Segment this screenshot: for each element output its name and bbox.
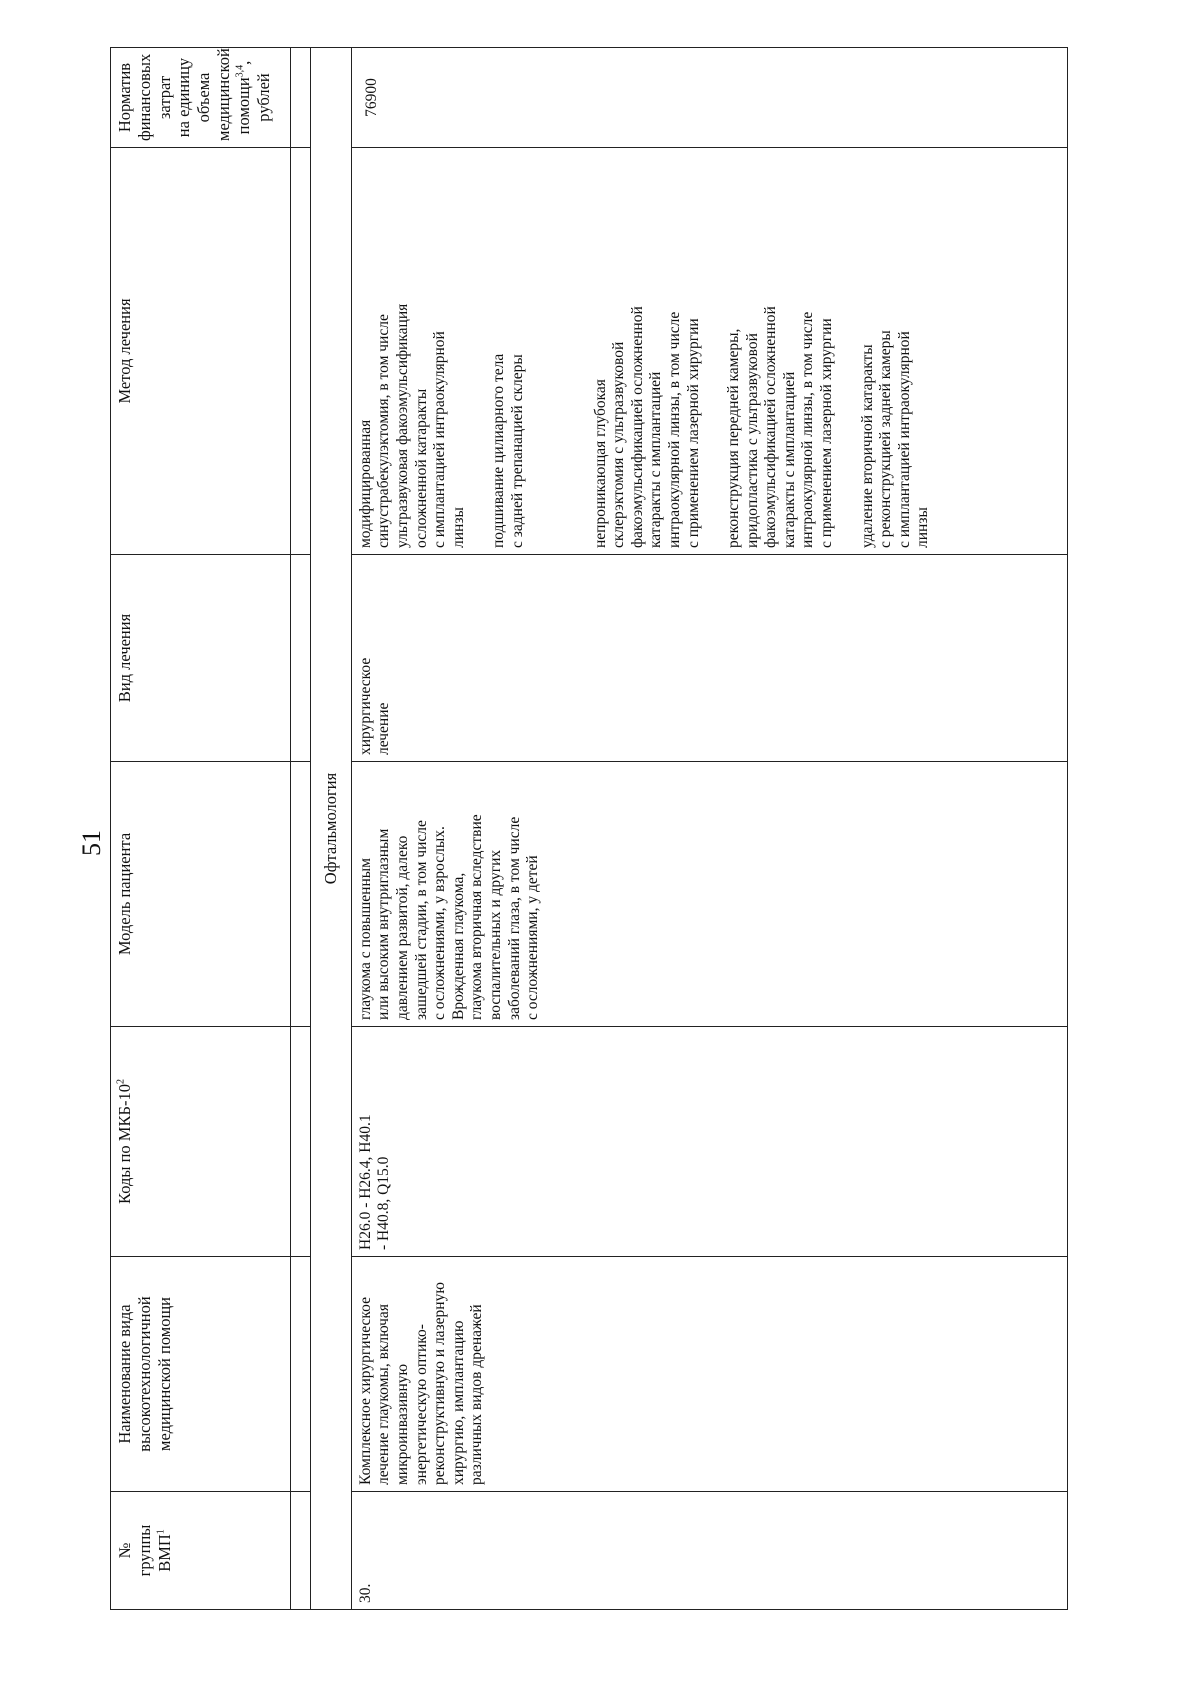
section-row bbox=[311, 48, 352, 1610]
header-treatment-type: Вид лечения bbox=[111, 555, 291, 762]
cell-patient-model: глаукома с повышенным или высоким внутриглазным давлением развитой, далеко зашедшей стадии, в том числе с осложнениями, у взрослых. Врожденная глаукома, глаукома вторичная вследствие воспалительных и других заболеваний глаза, в том числе с осложнениями, у детей bbox=[351, 762, 1067, 1027]
header-norm: Норматив финансовых затрат на единицу объема медицинской помощи$^{3,4}$, рублей bbox=[111, 48, 291, 148]
method-item: модифицированная синустрабекулэктомия, в том числе ультразвуковая факоэмульсификация осложненной катаракты с имплантацией интраокулярной линзы bbox=[356, 303, 467, 548]
method-item: непроникающая глубокая склерэктомия с ультразвуковой факоэмульсификацией осложненной катаракты с имплантацией интраокулярной линзы, в том числе с применением лазерной хирургии bbox=[591, 306, 702, 548]
cell-codes: H26.0 - H26.4, H40.1 - H40.8, Q15.0 bbox=[351, 1027, 1067, 1257]
method-item: удаление вторичной катаракты с реконструкцией задней камеры с имплантацией интраокулярной линзы bbox=[858, 330, 932, 548]
cell-norm bbox=[351, 48, 1067, 148]
table-header-row bbox=[111, 48, 291, 1610]
table-row bbox=[351, 48, 1067, 1610]
header-codes: Коды по МКБ-$10^2$ bbox=[111, 1027, 291, 1257]
method-item: реконструкция передней камеры, иридопластика с ультразвуковой факоэмульсификацией осложненной катаракты с имплантацией интраокулярной линзы, в том числе с применением лазерной хирургии bbox=[725, 306, 836, 548]
header-patient-model: Модель пациента bbox=[111, 762, 291, 1027]
page-number: 51 bbox=[77, 830, 106, 856]
section-title: Офтальмология bbox=[311, 48, 352, 1610]
cell-treatment-type: хирургическое лечение bbox=[351, 555, 1067, 762]
header-name: Наименование вида высокотехнологичной медицинской помощи bbox=[111, 1257, 291, 1492]
header-method: Метод лечения bbox=[111, 148, 291, 555]
cell-name: Комплексное хирургическое лечение глаукомы, включая микроинвазивную энергетическую оптико- реконструктивную и лазерную хирургию, имплантацию различных видов дренажей bbox=[351, 1257, 1067, 1492]
header-group-no: № группы ВМП$^1$ bbox=[111, 1492, 291, 1610]
vmp-table bbox=[110, 47, 1068, 1610]
method-item: подшивание цилиарного тела с задней трепанацией склеры bbox=[490, 353, 526, 548]
cell-methods bbox=[351, 148, 1067, 555]
cell-group-no: 30. bbox=[351, 1492, 1067, 1610]
norm-value: 76900 bbox=[362, 78, 380, 117]
rotated-table-frame bbox=[110, 48, 1068, 1610]
table-spacer-row bbox=[291, 48, 311, 1610]
